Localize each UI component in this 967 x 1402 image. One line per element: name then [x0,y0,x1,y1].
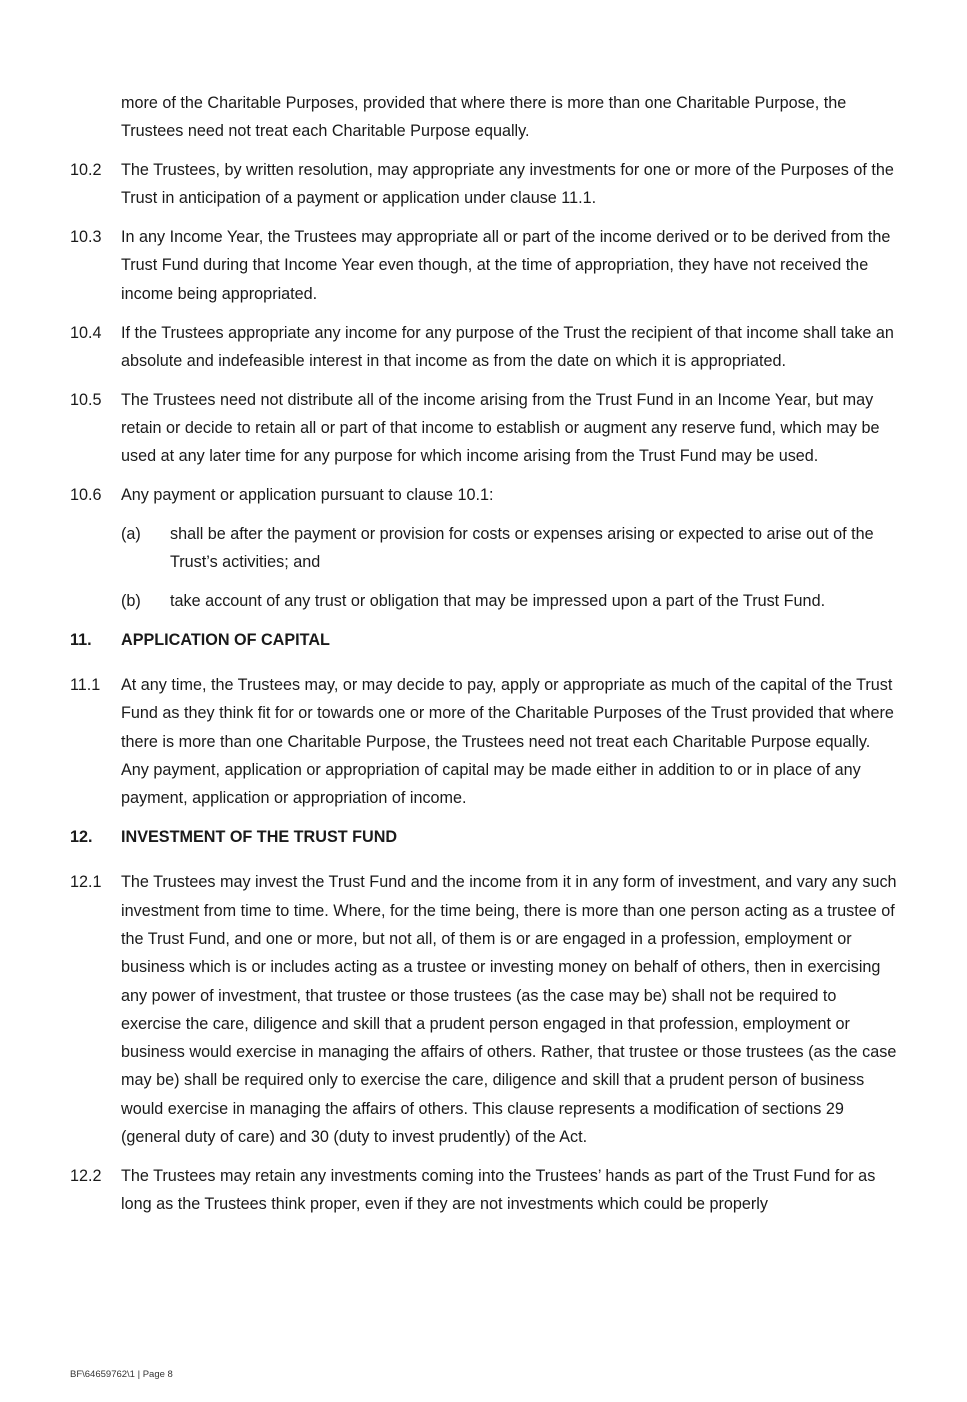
clause-12-2 [70,1162,900,1219]
clause-text: The Trustees may retain any investments coming into the Trustees’ hands as part of the Trust Fund for as long as the Trustees think proper, even if they are not investments which could be properly [121,1166,876,1214]
subclause-text: shall be after the payment or provision for costs or expenses arising or expected to arise out of the Trust’s activities; and [170,524,874,572]
clause-10-6-item-b [121,587,900,615]
subclause-text: take account of any trust or obligation that may be impressed upon a part of the Trust Fund. [170,591,826,610]
clause-number: 10.4 [70,323,102,342]
clause-10-6 [70,481,900,509]
page-footer: BF\64659762\1 | Page 8 [70,1369,173,1380]
clause-number: 12.1 [70,873,102,892]
clause-10-6-item-a [121,520,900,577]
clause-text: The Trustees, by written resolution, may appropriate any investments for one or more of the Purposes of the Trust in anticipation of a payment or application under clause 11.1. [121,161,894,208]
clause-10-4 [70,319,900,376]
section-number: 11. [70,630,92,649]
clause-10-3 [70,223,900,308]
clause-text: The Trustees need not distribute all of the income arising from the Trust Fund in an Income Year, but may retain or decide to retain all or part of that income to establish or augment any reserve fund, which may be used at any later time for any purpose for which income arising from the Trust Fund may be used. [121,390,880,466]
clause-number: 10.3 [70,228,102,247]
clause-text: The Trustees may invest the Trust Fund and the income from it in any form of investment, and vary any such investment from time to time. Where, for the time being, there is more than one person acting as a trustee of the Trust Fund, and one or more, but not all, of them is or are engaged in a profession, employment or business which is or includes acting as a trustee or investing money on behalf of others, then in exercising any power of investment, that trustee or those trustees (as the case may be) shall not be required to exercise the care, diligence and skill that a prudent person engaged in that profession, employment or business would exercise in managing the affairs of others. Rather, that trustee or those trustees (as the case may be) shall be required only to exercise the care, diligence and skill that a prudent person of business would exercise in managing the affairs of others. This clause represents a modification of sections 29 (general duty of care) and 30 (duty to invest prudently) of the Act. [121,873,897,1146]
clause-text: Any payment or application pursuant to clause 10.1: [121,486,494,505]
clause-11-1 [70,671,900,812]
clause-number: 11.1 [70,676,101,695]
subclause-label: (a) [121,524,141,543]
section-title: INVESTMENT OF THE TRUST FUND [121,828,398,847]
clause-text: If the Trustees appropriate any income for any purpose of the Trust the recipient of that income shall take an absolute and indefeasible interest in that income as from the date on which it is appropriated. [121,323,894,370]
clause-text: At any time, the Trustees may, or may decide to pay, apply or appropriate as much of the capital of the Trust Fund as they think fit for or towards one or more of the Charitable Purposes of the Trust provided that where there is more than one Charitable Purpose, the Trustees need not treat each Charitable Purpose equally. Any payment, application or appropriation of capital may be made either in addition to or in place of any payment, application or appropriation of income. [121,676,894,808]
subclause-label: (b) [121,591,141,610]
clause-10-2 [70,156,900,213]
section-heading-12 [70,823,900,851]
clause-12-1 [70,868,900,1151]
document-body [70,89,900,1229]
clause-number: 10.2 [70,161,102,180]
clause-number: 12.2 [70,1166,102,1185]
clause-10-5 [70,386,900,471]
clause-number: 10.5 [70,390,102,409]
clause-number: 10.6 [70,486,102,505]
section-heading-11 [70,626,900,654]
section-number: 12. [70,828,93,847]
paragraph-continuation: more of the Charitable Purposes, provided that where there is more than one Charitable Purpose, the Trustees need not treat each Charitable Purpose equally. [121,94,847,141]
clause-text: In any Income Year, the Trustees may appropriate all or part of the income derived or to be derived from the Trust Fund during that Income Year even though, at the time of appropriation, they have not received the income being appropriated. [121,228,891,303]
section-title: APPLICATION OF CAPITAL [121,630,330,649]
